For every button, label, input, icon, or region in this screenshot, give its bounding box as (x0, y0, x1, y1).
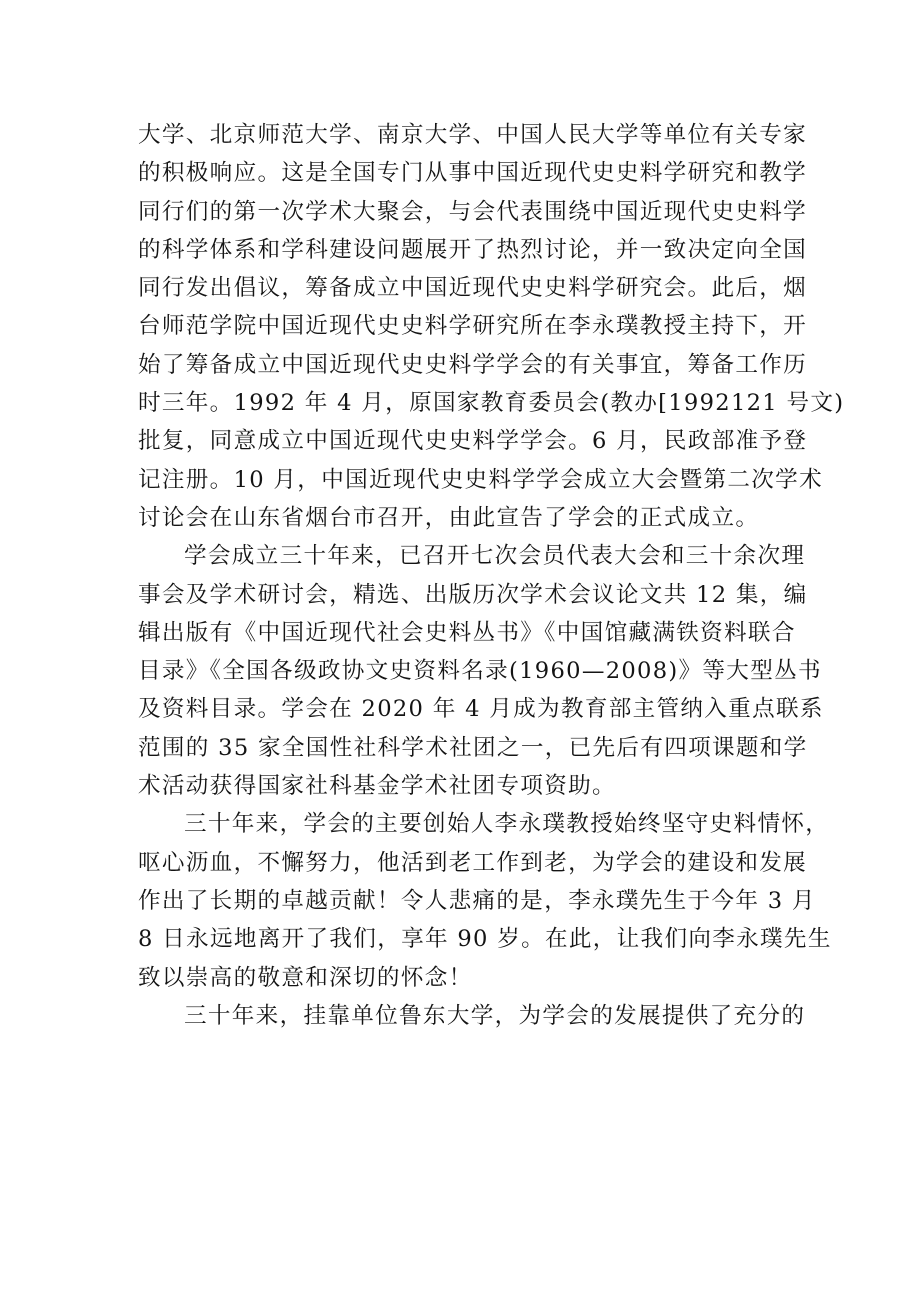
text-line: 讨论会在山东省烟台市召开，由此宣告了学会的正式成立。 (138, 504, 760, 531)
text-line: 致以崇高的敬意和深切的怀念！ (138, 964, 473, 991)
text-line: 范围的 35 家全国性社科学术社团之一，已先后有四项课题和学 (138, 734, 808, 761)
text-line: 台师范学院中国近现代史史料学研究所在李永璞教授主持下，开 (138, 313, 808, 340)
text-line: 目录》《全国各级政协文史资料名录(1960—2008)》等大型丛书 (138, 658, 822, 685)
text-line: 记注册。10 月，中国近现代史史料学学会成立大会暨第二次学术 (138, 466, 823, 493)
text-line: 同行们的第一次学术大聚会，与会代表围绕中国近现代史史料学 (138, 198, 808, 225)
text-line: 批复，同意成立中国近现代史史料学学会。6 月，民政部准予登 (138, 428, 808, 455)
text-line: 始了筹备成立中国近现代史史料学学会的有关事宜，筹备工作历 (138, 351, 808, 378)
text-line: 及资料目录。学会在 2020 年 4 月成为教育部主管纳入重点联系 (138, 696, 824, 723)
paragraph-1 (138, 116, 845, 537)
text-line-first: 三十年来，学会的主要创始人李永璞教授始终坚守史料情怀， (184, 811, 830, 838)
paragraph-3 (138, 805, 832, 996)
text-line: 时三年。1992 年 4 月，原国家教育委员会(教办[1992121 号文) (138, 390, 845, 417)
text-line: 辑出版有《中国近现代社会史料丛书》《中国馆藏满铁资料联合 (138, 619, 796, 646)
document-body (138, 116, 845, 1035)
paragraph-2 (138, 537, 824, 805)
text-line: 作出了长期的卓越贡献！令人悲痛的是，李永璞先生于今年 3 月 (138, 887, 816, 914)
paragraph-4 (138, 997, 806, 1035)
text-line: 大学、北京师范大学、南京大学、中国人民大学等单位有关专家 (138, 122, 808, 148)
text-line: 的积极响应。这是全国专门从事中国近现代史史料学研究和教学 (138, 160, 808, 187)
text-line-first: 学会成立三十年来，已召开七次会员代表大会和三十余次理 (184, 543, 806, 570)
text-line: 同行发出倡议，筹备成立中国近现代史史料学研究会。此后，烟 (138, 275, 808, 302)
text-line-first: 三十年来，挂靠单位鲁东大学，为学会的发展提供了充分的 (184, 1002, 806, 1029)
text-line: 术活动获得国家社科基金学术社团专项资助。 (138, 773, 616, 800)
text-line: 事会及学术研讨会，精选、出版历次学术会议论文共 12 集，编 (138, 581, 808, 608)
text-line: 呕心沥血，不懈努力，他活到老工作到老，为学会的建设和发展 (138, 849, 808, 876)
text-line: 的科学体系和学科建设问题展开了热烈讨论，并一致决定向全国 (138, 236, 808, 263)
text-line: 8 日永远地离开了我们，享年 90 岁。在此，让我们向李永璞先生 (138, 926, 832, 953)
